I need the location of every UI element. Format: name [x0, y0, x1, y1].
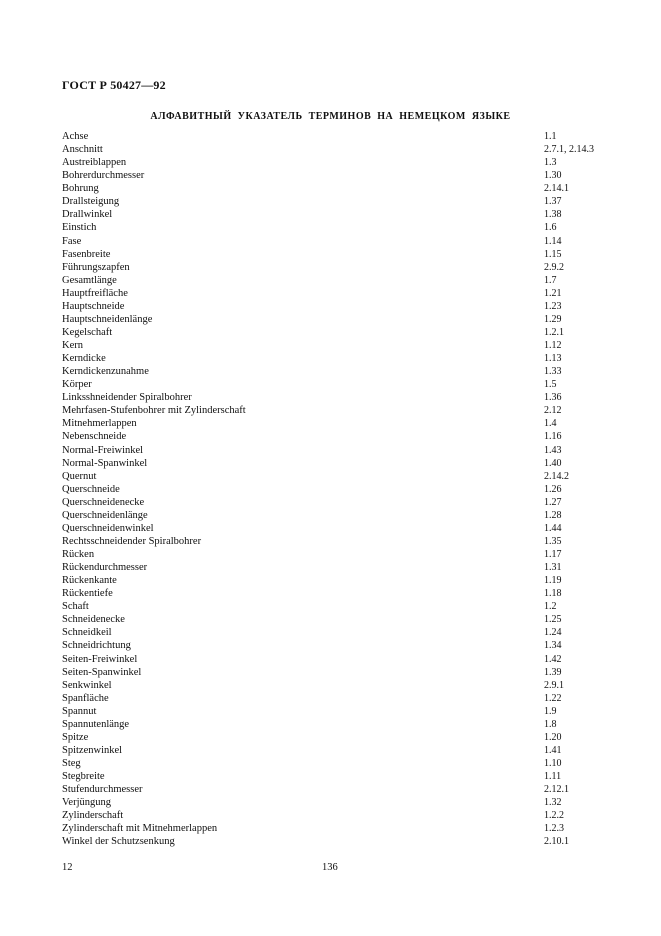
term-row [62, 548, 622, 561]
term-reference: 1.34 [544, 640, 562, 652]
term-row [62, 130, 622, 143]
term-row [62, 679, 622, 692]
term-row [62, 770, 622, 783]
term-name: Hauptschneidenlänge [62, 313, 153, 325]
term-index-list [62, 130, 622, 848]
term-row [62, 496, 622, 509]
term-reference: 1.23 [544, 300, 562, 312]
term-name: Bohrung [62, 183, 99, 195]
term-name: Rückentiefe [62, 588, 113, 600]
term-row [62, 744, 622, 757]
term-reference: 1.4 [544, 418, 557, 430]
term-name: Querschneidenlänge [62, 509, 148, 521]
term-reference: 1.27 [544, 496, 562, 508]
term-row [62, 626, 622, 639]
term-reference: 1.41 [544, 744, 562, 756]
term-reference: 1.21 [544, 287, 562, 299]
term-reference: 2.12 [544, 405, 562, 417]
term-reference: 1.32 [544, 797, 562, 809]
term-reference: 2.9.2 [544, 261, 564, 273]
term-name: Führungszapfen [62, 261, 130, 273]
term-row [62, 653, 622, 666]
term-name: Rücken [62, 549, 95, 560]
term-reference: 1.11 [544, 771, 562, 783]
term-name: Normal-Spanwinkel [62, 457, 148, 469]
term-name: Spannutenlänge [62, 718, 130, 730]
term-name: Nebenschneide [62, 431, 127, 443]
term-reference: 1.2.3 [544, 823, 564, 835]
term-reference: 1.30 [544, 170, 562, 182]
term-name: Rückenkante [62, 575, 117, 587]
term-row [62, 248, 622, 261]
term-name: Spannut [62, 705, 97, 717]
term-name: Spitze [62, 731, 89, 743]
term-name: Kegelschaft [62, 326, 113, 338]
term-name: Fase [62, 235, 82, 247]
term-name: Verjüngung [62, 797, 111, 809]
term-name: Quernut [62, 470, 97, 482]
term-row [62, 574, 622, 587]
term-reference: 1.38 [544, 209, 562, 221]
term-name: Einstich [62, 222, 97, 234]
page-number: 12 [62, 862, 73, 873]
term-reference: 1.5 [544, 379, 557, 391]
term-row [62, 639, 622, 652]
term-reference: 1.3 [544, 157, 557, 169]
term-row [62, 705, 622, 718]
term-name: Spanfläche [62, 692, 109, 704]
term-row [62, 613, 622, 626]
term-reference: 1.31 [544, 562, 562, 574]
term-reference: 2.10.1 [544, 836, 569, 848]
term-reference: 1.17 [544, 549, 562, 560]
term-row [62, 692, 622, 705]
term-reference: 1.13 [544, 353, 562, 365]
term-row [62, 378, 622, 391]
term-row [62, 809, 622, 822]
term-name: Linksshneidender Spiralbohrer [62, 392, 192, 404]
term-row [62, 822, 622, 835]
term-row [62, 417, 622, 430]
term-row [62, 509, 622, 522]
term-row [62, 391, 622, 404]
term-reference: 1.33 [544, 366, 562, 378]
sheet-number: 136 [322, 862, 338, 873]
term-reference: 1.9 [544, 705, 557, 717]
term-reference: 2.7.1, 2.14.3 [544, 144, 594, 156]
term-reference: 1.24 [544, 627, 562, 639]
term-reference: 1.36 [544, 392, 562, 404]
term-row [62, 287, 622, 300]
term-name: Kern [62, 340, 83, 351]
term-reference: 2.14.1 [544, 183, 569, 195]
term-reference: 2.14.2 [544, 470, 569, 482]
term-reference: 1.43 [544, 444, 562, 456]
term-reference: 1.6 [544, 222, 557, 234]
term-row [62, 182, 622, 195]
term-name: Gesamtlänge [62, 274, 117, 286]
term-name: Winkel der Schutzsenkung [62, 836, 175, 848]
term-row [62, 339, 622, 352]
term-name: Anschnitt [62, 144, 103, 156]
term-name: Stufendurchmesser [62, 784, 143, 796]
term-row [62, 274, 622, 287]
term-row [62, 169, 622, 182]
term-row [62, 796, 622, 809]
term-row [62, 208, 622, 221]
term-name: Fasenbreite [62, 248, 111, 260]
term-reference: 1.28 [544, 509, 562, 521]
term-name: Spitzenwinkel [62, 744, 123, 756]
term-reference: 1.2.1 [544, 326, 564, 338]
term-reference: 1.15 [544, 248, 562, 260]
term-name: Stegbreite [62, 771, 105, 783]
term-row [62, 365, 622, 378]
term-reference: 1.10 [544, 758, 562, 769]
term-reference: 1.22 [544, 692, 562, 704]
term-name: Zylinderschaft mit Mitnehmerlappen [62, 823, 218, 835]
index-title: АЛФАВИТНЫЙ УКАЗАТЕЛЬ ТЕРМИНОВ НА НЕМЕЦКОМ ЯЗЫКЕ [150, 111, 511, 122]
term-name: Drallwinkel [62, 209, 113, 221]
term-name: Querschneidenwinkel [62, 522, 154, 534]
term-reference: 1.16 [544, 431, 562, 443]
term-row [62, 731, 622, 744]
term-row [62, 143, 622, 156]
term-reference: 1.2.2 [544, 810, 564, 822]
term-reference: 1.18 [544, 588, 562, 600]
term-name: Drallsteigung [62, 196, 120, 208]
term-name: Kerndickenzunahme [62, 366, 149, 378]
term-name: Zylinderschaft [62, 810, 124, 822]
term-reference: 1.39 [544, 666, 562, 678]
term-name: Steg [62, 758, 81, 769]
term-name: Schneidkeil [62, 627, 112, 639]
term-name: Seiten-Spanwinkel [62, 666, 142, 678]
term-reference: 1.2 [544, 601, 557, 613]
term-row [62, 404, 622, 417]
term-row [62, 587, 622, 600]
term-row [62, 221, 622, 234]
term-name: Körper [62, 379, 92, 391]
term-name: Schaft [62, 601, 89, 613]
term-name: Schneidenecke [62, 614, 125, 626]
term-reference: 1.7 [544, 274, 557, 286]
term-reference: 1.44 [544, 522, 562, 534]
term-name: Hauptschneide [62, 300, 125, 312]
term-reference: 1.40 [544, 457, 562, 469]
term-row [62, 444, 622, 457]
term-name: Senkwinkel [62, 679, 112, 691]
term-row [62, 235, 622, 248]
term-name: Seiten-Freiwinkel [62, 653, 138, 665]
term-name: Mehrfasen-Stufenbohrer mit Zylinderschaft [62, 405, 246, 417]
term-reference: 1.25 [544, 614, 562, 626]
term-name: Rückendurchmesser [62, 562, 148, 574]
term-name: Schneidrichtung [62, 640, 131, 652]
term-row [62, 835, 622, 848]
term-row [62, 522, 622, 535]
term-name: Bohrerdurchmesser [62, 170, 145, 182]
term-row [62, 326, 622, 339]
term-row [62, 430, 622, 443]
term-row [62, 483, 622, 496]
term-row [62, 195, 622, 208]
term-reference: 1.1 [544, 131, 557, 142]
term-row [62, 666, 622, 679]
term-reference: 1.12 [544, 340, 562, 351]
term-reference: 1.37 [544, 196, 562, 208]
term-reference: 1.14 [544, 235, 562, 247]
term-row [62, 470, 622, 483]
term-row [62, 313, 622, 326]
term-name: Hauptfreifläche [62, 287, 128, 299]
term-row [62, 783, 622, 796]
term-reference: 1.42 [544, 653, 562, 665]
term-name: Mitnehmerlappen [62, 418, 137, 430]
term-row [62, 352, 622, 365]
term-row [62, 757, 622, 770]
term-reference: 2.12.1 [544, 784, 569, 796]
term-reference: 1.19 [544, 575, 562, 587]
term-reference: 1.35 [544, 535, 562, 547]
term-reference: 1.20 [544, 731, 562, 743]
term-name: Querschneide [62, 483, 120, 495]
term-name: Kerndicke [62, 353, 106, 365]
term-reference: 1.8 [544, 718, 557, 730]
term-row [62, 718, 622, 731]
term-row [62, 457, 622, 470]
term-name: Rechtsschneidender Spiralbohrer [62, 535, 202, 547]
term-name: Querschneidenecke [62, 496, 145, 508]
term-row [62, 535, 622, 548]
term-name: Normal-Freiwinkel [62, 444, 144, 456]
term-name: Austreiblappen [62, 157, 127, 169]
term-row [62, 561, 622, 574]
document-id: ГОСТ Р 50427—92 [62, 78, 166, 92]
term-row [62, 300, 622, 313]
term-name: Achse [62, 131, 89, 142]
term-reference: 2.9.1 [544, 679, 564, 691]
term-row [62, 600, 622, 613]
term-reference: 1.29 [544, 313, 562, 325]
term-row [62, 156, 622, 169]
term-row [62, 261, 622, 274]
term-reference: 1.26 [544, 483, 562, 495]
